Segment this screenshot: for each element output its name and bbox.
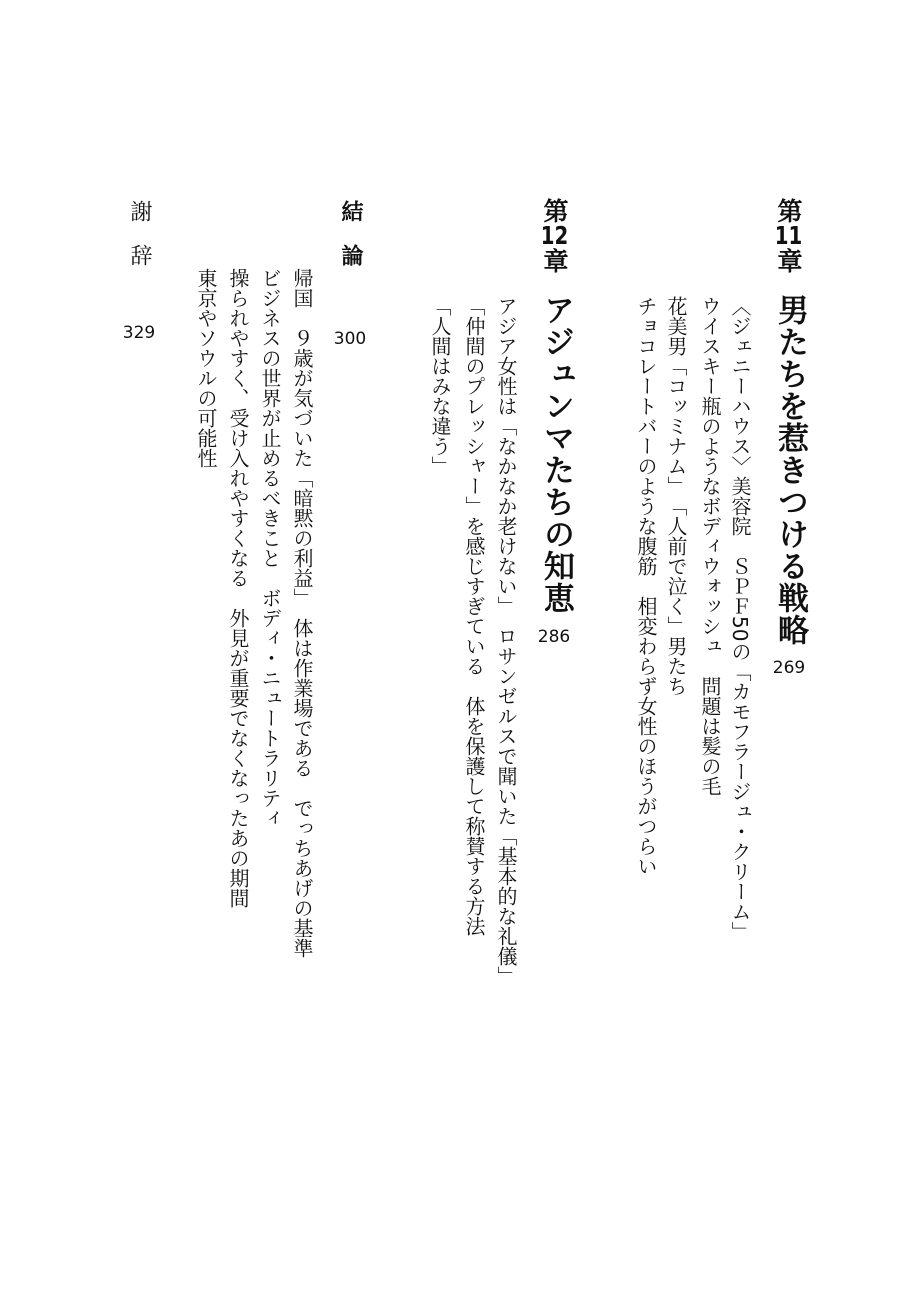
conclusion-line-1: 帰国 ９歳が気づいた「暗黙の利益」 体は作業場である でっちあげの基準 — [290, 268, 314, 958]
chapter11-label: 第11章 — [774, 198, 803, 273]
conclusion-label: 結論 — [338, 200, 363, 288]
chapter11-line-3: 花美男「コッミナム」 「人前で泣く」男たち — [664, 296, 688, 696]
chapter12-line-2: 「仲間のプレッシャー」を感じすぎている 体を保護して称賛する方法 — [462, 296, 486, 936]
conclusion-page-number: 300 — [333, 329, 367, 349]
conclusion-line-4: 東京やソウルの可能性 — [194, 268, 218, 468]
chapter12-line-3: 「人間はみな違う」 — [428, 296, 452, 476]
conclusion-line-3: 操られやすく、受け入れやすくなる 外見が重要でなくなったあの期間 — [226, 268, 250, 908]
chapter11-line-2: ウイスキー瓶のようなボディウォッシュ 問題は髪の毛 — [698, 296, 722, 796]
chapter12-page-number: 286 — [537, 627, 571, 647]
chapter11-line-4: チョコレートバーのような腹筋 相変わらず女性のほうがつらい — [634, 296, 658, 876]
chapter12-line-1: アジア女性は「なかなか老けない」 ロサンゼルスで聞いた「基本的な礼儀」 — [494, 296, 518, 986]
acknowledgments-label: 謝辞 — [127, 200, 152, 288]
chapter11-title: 男たちを惹きつける戦略 — [772, 294, 808, 646]
chapter11-page-number: 269 — [772, 658, 806, 678]
chapter12-label: 第12章 — [540, 198, 569, 273]
chapter12-title: アジュンマたちの知恵 — [538, 294, 574, 614]
acknowledgments-page-number: 329 — [122, 323, 156, 343]
chapter11-line-1: 〈ジェニーハウス〉美容院 ＳＰＦ50の「カモフラージュ・クリーム」 — [728, 296, 752, 942]
conclusion-line-2: ビジネスの世界が止めるべきこと ボディ・ニュートラリティ — [258, 268, 282, 828]
